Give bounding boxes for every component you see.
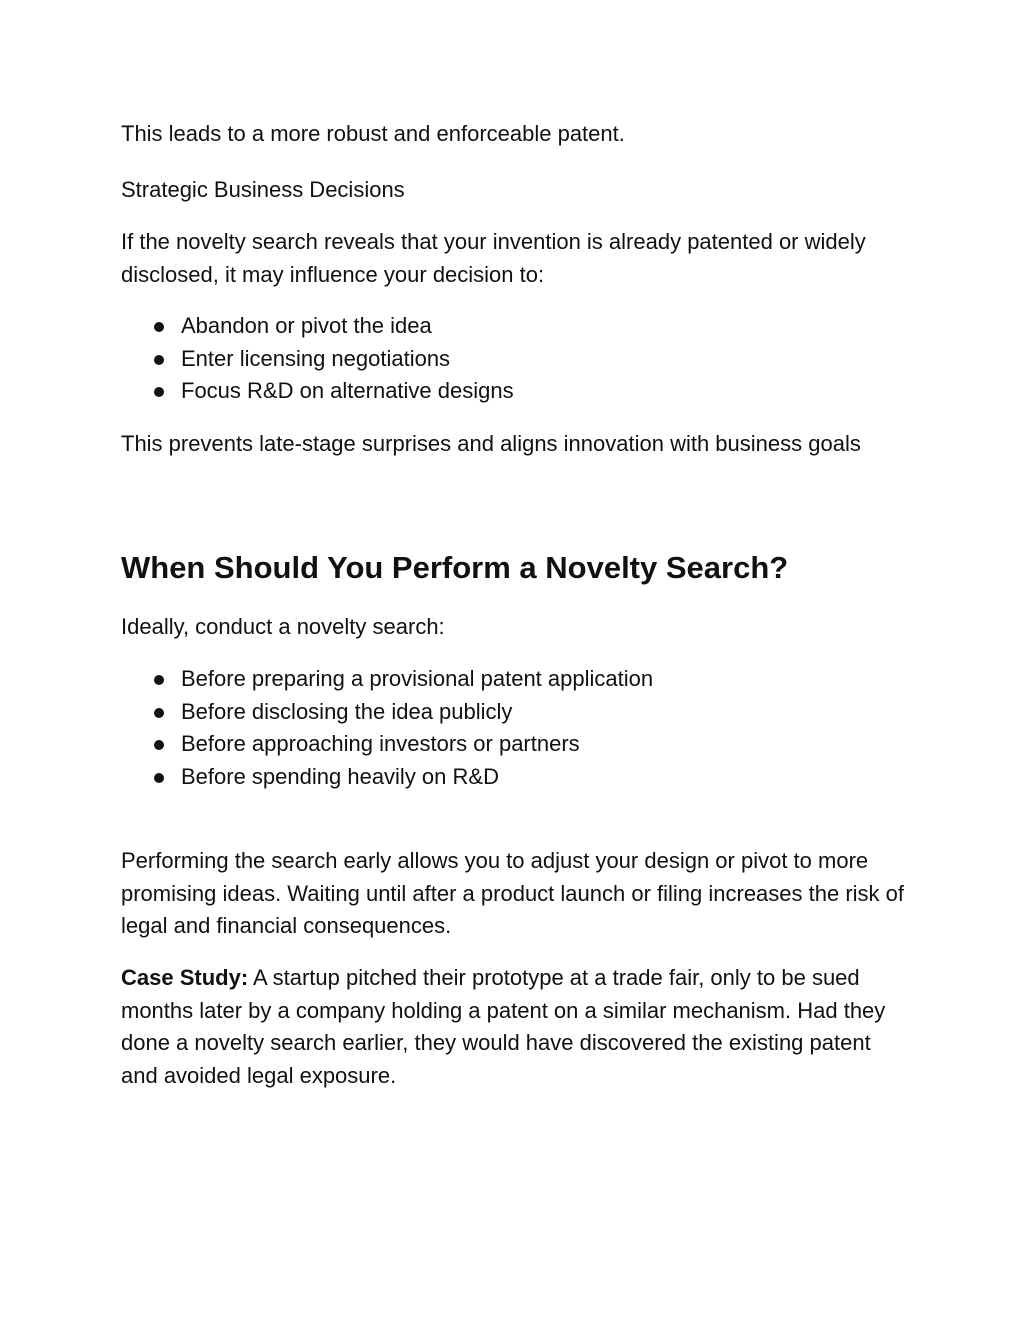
list-item: Focus R&D on alternative designs bbox=[121, 375, 514, 408]
bullet-icon bbox=[154, 740, 164, 750]
strategic-conclusion: This prevents late-stage surprises and aligns innovation with business goals bbox=[121, 431, 861, 456]
intro-line: This leads to a more robust and enforceable patent. bbox=[121, 121, 625, 146]
bullet-icon bbox=[154, 675, 164, 685]
when-paragraph: Performing the search early allows you to adjust your design or pivot to more promising ideas. Waiting until after a product launch or filing increases the risk of legal and financial consequences. bbox=[121, 848, 905, 938]
case-study-label: Case Study: bbox=[121, 965, 249, 990]
list-item: Enter licensing negotiations bbox=[121, 343, 514, 376]
bullet-icon bbox=[154, 355, 164, 365]
strategic-paragraph: If the novelty search reveals that your invention is already patented or widely disclosed, it may influence your decision to: bbox=[121, 229, 866, 287]
bullet-icon bbox=[154, 773, 164, 783]
list-item: Before spending heavily on R&D bbox=[121, 761, 653, 794]
list-item: Before preparing a provisional patent application bbox=[121, 663, 653, 696]
when-intro: Ideally, conduct a novelty search: bbox=[121, 614, 445, 639]
case-study-text: A startup pitched their prototype at a trade fair, only to be sued months later by a company holding a patent on a similar mechanism. Had they done a novelty search earlier, they would have discovered the existing patent and avoided legal exposure. bbox=[121, 965, 886, 1088]
case-study-paragraph bbox=[121, 962, 911, 1092]
list-item: Abandon or pivot the idea bbox=[121, 310, 514, 343]
when-bullet-list bbox=[121, 663, 653, 793]
section-heading: When Should You Perform a Novelty Search? bbox=[121, 550, 789, 585]
list-item: Before disclosing the idea publicly bbox=[121, 696, 653, 729]
strategic-bullet-list bbox=[121, 310, 514, 408]
list-item: Before approaching investors or partners bbox=[121, 728, 653, 761]
bullet-icon bbox=[154, 387, 164, 397]
strategic-subheading: Strategic Business Decisions bbox=[121, 177, 405, 202]
bullet-icon bbox=[154, 322, 164, 332]
bullet-icon bbox=[154, 708, 164, 718]
